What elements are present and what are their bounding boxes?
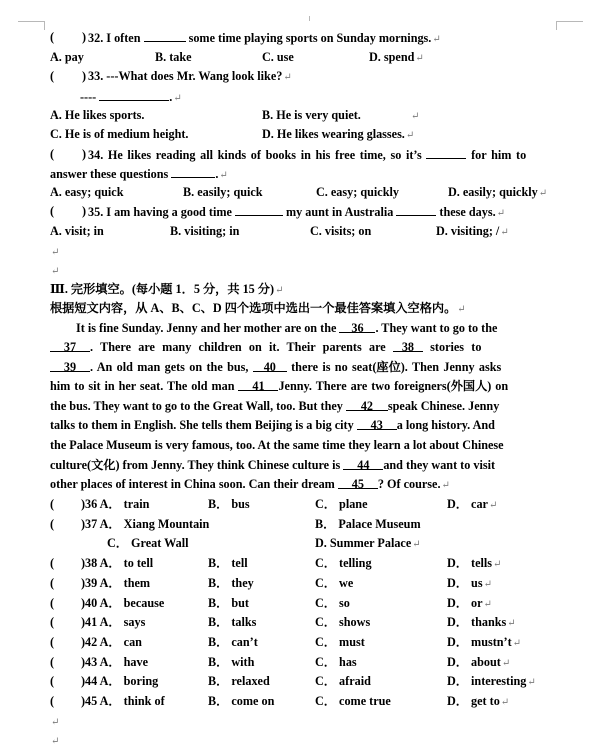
option-a[interactable]: )42 A． can (81, 635, 142, 649)
return-mark: ↵ (411, 111, 420, 122)
options-45 (50, 693, 570, 709)
option-b[interactable]: B. visiting; in (170, 224, 240, 238)
option-b[interactable]: B． Palace Museum (315, 517, 421, 531)
option-a[interactable]: )43 A． have (81, 655, 149, 669)
options-32 (50, 49, 570, 65)
option-d[interactable]: D． thanks↵ (447, 615, 516, 629)
question-stem: 34. He likes reading all kinds of books in his free time, so it’s for him to (88, 148, 527, 162)
empty-paragraph: ↵ (51, 717, 60, 728)
corner-mark-left (44, 21, 45, 30)
question-35 (50, 203, 560, 219)
options-36 (50, 496, 570, 512)
paren-open: ( (50, 576, 55, 590)
paren-open: ( (50, 615, 55, 629)
question-34 (50, 146, 562, 162)
paren-open: ( (50, 497, 55, 511)
option-c[interactable]: C. visits; on (310, 224, 372, 238)
blank-44[interactable]: 44 (343, 457, 383, 470)
option-a[interactable]: )41 A． says (81, 615, 146, 629)
question-stem: 35. I am having a good time my aunt in Australia these days.↵ (88, 205, 506, 219)
answer-blank[interactable] (99, 88, 169, 101)
options-43 (50, 654, 570, 670)
option-d[interactable]: D． get to↵ (447, 694, 510, 708)
paren-open: ( (50, 694, 55, 708)
section-instruction: 根据短文内容，从 A、B、C、D 四个选项中选出一个最佳答案填入空格内。↵ (50, 301, 466, 315)
question-32 (50, 29, 550, 45)
paren-open: ( (50, 204, 55, 218)
answer-blank[interactable] (426, 146, 466, 159)
option-c[interactable]: C． so (315, 596, 350, 610)
option-b[interactable]: B． bus (208, 497, 250, 511)
option-d[interactable]: D． or↵ (447, 596, 492, 610)
options-39 (50, 575, 570, 591)
blank-39[interactable]: 39 (50, 359, 90, 372)
passage-line-6: talks to them in English. She tells them Beijing is a big city 43 a long history. And (50, 418, 495, 432)
option-c[interactable]: C． shows (315, 615, 371, 629)
passage-line-9: other places of interest in China soon. Can their dream 45 ? Of course.↵ (50, 477, 450, 491)
option-d[interactable]: D． about↵ (447, 655, 511, 669)
option-c[interactable]: C. use (262, 50, 294, 64)
question-34-line2 (50, 165, 350, 181)
answer-dash: ---- .↵ (80, 90, 182, 104)
paren-open: ( (50, 147, 55, 161)
option-d[interactable]: D． interesting↵ (447, 674, 536, 688)
option-c[interactable]: C． has (315, 655, 357, 669)
paren-open: ( (50, 596, 55, 610)
option-b[interactable]: B． with (208, 655, 255, 669)
paren-close: ) (82, 204, 87, 218)
option-c[interactable]: C． come true (315, 694, 391, 708)
question-33 (50, 68, 550, 84)
blank-37[interactable]: 37 (50, 339, 90, 352)
option-c[interactable]: C． Great Wall (107, 536, 189, 550)
answer-line-33 (50, 88, 350, 104)
passage-line-5: the bus. They want to go to the Great Wall, too. But they 42 speak Chinese. Jenny (50, 399, 500, 413)
option-a[interactable]: A. He likes sports. (50, 108, 145, 122)
option-c[interactable]: C． we (315, 576, 354, 590)
options-37-row2 (50, 535, 570, 551)
blank-38[interactable]: 38 (393, 339, 423, 352)
options-33-row2 (50, 126, 570, 142)
paren-close: ) (82, 147, 87, 161)
options-34 (50, 184, 570, 200)
option-c[interactable]: C. easy; quickly (316, 185, 399, 199)
option-a[interactable]: A. visit; in (50, 224, 104, 238)
passage-line-8: culture(文化) from Jenny. They think Chinese culture is 44 and they want to visit (50, 458, 496, 472)
options-44 (50, 673, 570, 689)
options-42 (50, 634, 570, 650)
paren-open: ( (50, 674, 55, 688)
passage-line-3: 39 . An old man gets on the bus, 40 there is no seat(座位). Then Jenny asks (50, 359, 562, 375)
option-c[interactable]: C． afraid (315, 674, 371, 688)
blank-45[interactable]: 45 (338, 476, 378, 489)
paren-open: ( (50, 69, 55, 83)
option-a[interactable]: )45 A． think of (81, 694, 165, 708)
corner-mark-right-h (557, 21, 583, 22)
option-a[interactable]: )39 A． them (81, 576, 151, 590)
options-41 (50, 614, 570, 630)
option-b[interactable]: B． can’t (208, 635, 258, 649)
paren-open: ( (50, 655, 55, 669)
option-d[interactable]: D． car↵ (447, 497, 498, 511)
paren-close: ) (82, 30, 87, 44)
option-b[interactable]: B． but (208, 596, 249, 610)
option-a[interactable]: A. pay (50, 50, 84, 64)
option-b[interactable]: B． relaxed (208, 674, 270, 688)
options-38 (50, 555, 570, 571)
section-heading: Ⅲ. 完形填空。(每小题 1．5 分，共 15 分)↵ (50, 282, 284, 296)
option-b[interactable]: B． they (208, 576, 254, 590)
passage-line-4: him to sit in her seat. The old man 41 Jenny. There are two foreigners(外国人) on (50, 379, 509, 393)
passage-line-1: It is fine Sunday. Jenny and her mother are on the 36 . They want to go to the (76, 321, 498, 335)
answer-blank[interactable] (396, 203, 436, 216)
options-33-row1 (50, 107, 570, 123)
blank-36[interactable]: 36 (339, 320, 375, 333)
paren-open: ( (50, 556, 55, 570)
option-d[interactable]: D. Summer Palace↵ (315, 536, 421, 550)
options-35 (50, 223, 570, 239)
option-d[interactable]: D. visiting; /↵ (436, 224, 509, 238)
paren-open: ( (50, 30, 55, 44)
option-d[interactable]: D． us↵ (447, 576, 492, 590)
corner-mark-right (556, 21, 557, 30)
paren-open: ( (50, 517, 55, 531)
option-d[interactable]: D. easily; quickly↵ (448, 185, 548, 199)
blank-41[interactable]: 41 (238, 378, 278, 391)
blank-42[interactable]: 42 (346, 398, 388, 411)
empty-paragraph: ↵ (51, 247, 60, 258)
option-b[interactable]: B. take (155, 50, 192, 64)
paren-open: ( (50, 635, 55, 649)
option-c[interactable]: C. He is of medium height. (50, 127, 189, 141)
empty-paragraph: ↵ (51, 736, 60, 747)
question-stem: 33. ---What does Mr. Wang look like?↵ (88, 69, 292, 83)
option-b[interactable]: B． come on (208, 694, 275, 708)
paren-close: ) (82, 69, 87, 83)
answer-blank[interactable] (144, 29, 186, 42)
question-stem: 32. I often some time playing sports on Sunday mornings.↵ (88, 31, 441, 45)
option-d[interactable]: D. spend↵ (369, 50, 424, 64)
option-b[interactable]: B. He is very quiet. (262, 108, 361, 122)
center-mark (309, 16, 310, 21)
blank-40[interactable]: 40 (253, 359, 287, 372)
option-b[interactable]: B． talks (208, 615, 257, 629)
empty-paragraph: ↵ (51, 266, 60, 277)
passage-line-7: the Palace Museum is very famous, too. At the same time they learn a lot about Chinese (50, 438, 504, 452)
option-a[interactable]: )37 A． Xiang Mountain (81, 517, 210, 531)
option-d[interactable]: D． mustn’t↵ (447, 635, 522, 649)
corner-mark-left-h (18, 21, 44, 22)
option-b[interactable]: B． tell (208, 556, 248, 570)
option-a[interactable]: )44 A． boring (81, 674, 159, 688)
answer-blank[interactable] (171, 165, 215, 178)
question-stem-cont: answer these questions .↵ (50, 167, 228, 181)
option-d[interactable]: D. He likes wearing glasses.↵ (262, 127, 415, 141)
blank-43[interactable]: 43 (357, 417, 397, 430)
option-b[interactable]: B. easily; quick (183, 185, 263, 199)
option-c[interactable]: C． plane (315, 497, 368, 511)
options-40 (50, 595, 570, 611)
passage-line-2: 37 . There are many children on it. Their parents are 38 stories to (50, 339, 562, 355)
option-d[interactable]: D． tells↵ (447, 556, 502, 570)
option-a[interactable]: )40 A． because (81, 596, 165, 610)
answer-blank[interactable] (235, 203, 283, 216)
option-a[interactable]: A. easy; quick (50, 185, 124, 199)
option-a[interactable]: )36 A． train (81, 497, 150, 511)
option-a[interactable]: )38 A． to tell (81, 556, 154, 570)
options-37 (50, 516, 570, 532)
option-c[interactable]: C． telling (315, 556, 372, 570)
option-c[interactable]: C． must (315, 635, 365, 649)
